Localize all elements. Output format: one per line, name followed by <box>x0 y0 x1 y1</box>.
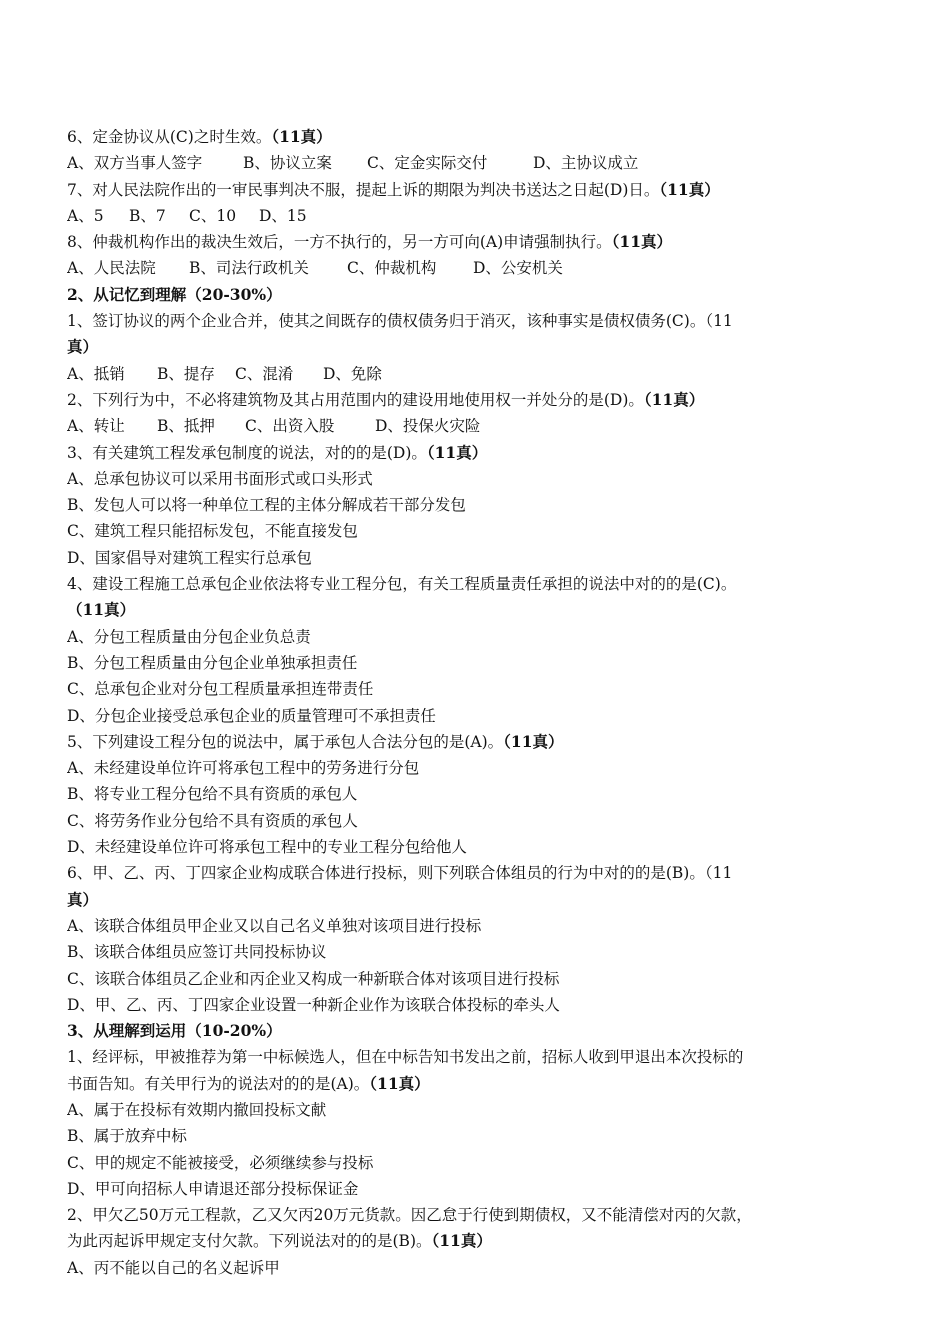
option-d: D、甲、乙、丙、丁四家企业设置一种新企业作为该联合体投标的牵头人 <box>67 995 560 1014</box>
s2-question-6 <box>67 860 847 886</box>
question-text: 7、对人民法院作出的一审民事判决不服，提起上诉的期限为判决书送达之日起(D)日。 <box>67 180 660 199</box>
question-text: 6、甲、乙、丙、丁四家企业构成联合体进行投标，则下列联合体组员的行为中对的的是(B)。（11 <box>67 864 733 883</box>
question-text: 4、建设工程施工总承包企业依法将专业工程分包，有关工程质量责任承担的说法中对的的是(C)。 <box>67 575 737 594</box>
question-text: 8、仲裁机构作出的裁决生效后，一方不执行的，另一方可向(A)申请强制执行。 <box>67 233 612 252</box>
option-c: C、定金实际交付 <box>367 154 488 173</box>
question-text: 2、下列行为中，不必将建筑物及其占用范围内的建设用地使用权一并处分的是(D)。 <box>67 390 644 409</box>
option-c: C、将劳务作业分包给不具有资质的承包人 <box>67 811 358 830</box>
option-c: C、仲裁机构 <box>347 259 437 278</box>
option-c: C、混淆 <box>235 364 294 383</box>
section-3-heading: 3、从理解到运用（10-20%） <box>67 1021 282 1041</box>
option-d: D、甲可向招标人申请退还部分投标保证金 <box>67 1179 359 1198</box>
question-text: 书面告知。有关甲行为的说法对的的是(A)。 <box>67 1074 370 1093</box>
question-text: 6、定金协议从(C)之时生效。 <box>67 128 272 146</box>
option-c: C、建筑工程只能招标发包，不能直接发包 <box>67 522 358 541</box>
question-7 <box>67 177 847 203</box>
question-text: 3、有关建筑工程发承包制度的说法，对的的是(D)。 <box>67 443 427 462</box>
question-text: 为此丙起诉甲规定支付欠款。下列说法对的的是(B)。 <box>67 1232 432 1251</box>
s2-question-1-options <box>67 361 847 387</box>
option-b: B、司法行政机关 <box>189 259 309 278</box>
source-tag: （11真） <box>643 389 705 409</box>
s2-question-1-cont: 真） <box>67 337 99 357</box>
s2-question-2 <box>67 387 847 413</box>
s3-question-1-line-2 <box>67 1071 847 1097</box>
option-d: D、15 <box>259 206 307 225</box>
option-b: B、提存 <box>157 364 215 383</box>
option-a: A、转让 <box>67 417 125 436</box>
question-7-options <box>67 203 847 229</box>
option-d: D、公安机关 <box>473 259 563 278</box>
option-a: A、未经建设单位许可将承包工程中的劳务进行分包 <box>67 759 420 778</box>
option-d: D、未经建设单位许可将承包工程中的专业工程分包给他人 <box>67 838 467 857</box>
option-b: B、7 <box>129 206 166 225</box>
question-8-options <box>67 255 847 281</box>
option-a: A、属于在投标有效期内撤回投标文献 <box>67 1100 327 1119</box>
option-d: D、主协议成立 <box>533 154 639 173</box>
s2-question-5 <box>67 729 847 755</box>
source-tag: （11真） <box>503 731 564 751</box>
source-tag: （11真） <box>659 179 720 199</box>
option-b: B、分包工程质量由分包企业单独承担责任 <box>67 653 358 672</box>
option-c: C、总承包企业对分包工程质量承担连带责任 <box>67 680 374 699</box>
option-d: D、免除 <box>323 364 382 383</box>
source-tag: （11真） <box>611 232 672 252</box>
section-2-heading: 2、从记忆到理解（20-30%） <box>67 284 282 304</box>
question-6 <box>67 124 847 150</box>
option-b: B、抵押 <box>157 417 215 436</box>
s3-question-1-line-1: 1、经评标，甲被推荐为第一中标候选人，但在中标告知书发出之前，招标人收到甲退出本次投标的 <box>67 1048 744 1067</box>
option-c: C、10 <box>189 206 237 225</box>
option-b: B、属于放弃中标 <box>67 1127 187 1146</box>
source-tag: （11真） <box>271 127 332 146</box>
s3-question-2-line-1: 2、甲欠乙50万元工程款，乙又欠丙20万元货款。因乙怠于行使到期债权，又不能清偿对丙的欠款， <box>67 1206 752 1225</box>
option-b: B、将专业工程分包给不具有资质的承包人 <box>67 785 358 804</box>
option-a: A、5 <box>67 206 104 225</box>
option-a: A、该联合体组员甲企业又以自己名义单独对该项目进行投标 <box>67 916 482 935</box>
option-a: A、双方当事人签字 <box>67 154 203 173</box>
s2-question-3 <box>67 440 847 466</box>
s2-question-1 <box>67 308 847 334</box>
question-6-options <box>67 150 847 176</box>
option-d: D、国家倡导对建筑工程实行总承包 <box>67 548 312 567</box>
source-tag: （11真） <box>369 1073 430 1093</box>
document-page <box>67 124 847 1281</box>
option-c: C、该联合体组员乙企业和丙企业又构成一种新联合体对该项目进行投标 <box>67 969 560 988</box>
question-8 <box>67 229 847 255</box>
question-text: 5、下列建设工程分包的说法中，属于承包人合法分包的是(A)。 <box>67 732 504 751</box>
option-b: B、该联合体组员应签订共同投标协议 <box>67 943 327 962</box>
option-b: B、发包人可以将一种单位工程的主体分解成若干部分发包 <box>67 496 466 515</box>
option-c: C、甲的规定不能被接受，必须继续参与投标 <box>67 1153 374 1172</box>
option-b: B、协议立案 <box>243 154 332 173</box>
option-a: A、人民法院 <box>67 259 156 278</box>
option-a: A、分包工程质量由分包企业负总责 <box>67 627 311 646</box>
option-c: C、出资入股 <box>245 417 335 436</box>
option-d: D、投保火灾险 <box>375 417 481 436</box>
s2-question-2-options <box>67 413 847 439</box>
question-text: 1、签订协议的两个企业合并，使其之间既存的债权债务归于消灭，该种事实是债权债务(C)。（11 <box>67 312 733 331</box>
source-tag: （11真） <box>67 600 136 620</box>
option-a: A、总承包协议可以采用书面形式或口头形式 <box>67 469 373 488</box>
s2-question-4 <box>67 571 847 597</box>
option-d: D、分包企业接受总承包企业的质量管理可不承担责任 <box>67 706 436 725</box>
s3-question-2-line-2 <box>67 1228 847 1254</box>
option-a: A、丙不能以自己的名义起诉甲 <box>67 1258 280 1277</box>
s2-question-6-cont: 真） <box>67 889 99 909</box>
option-a: A、抵销 <box>67 364 125 383</box>
source-tag: （11真） <box>431 1231 492 1251</box>
source-tag: （11真） <box>426 442 488 462</box>
